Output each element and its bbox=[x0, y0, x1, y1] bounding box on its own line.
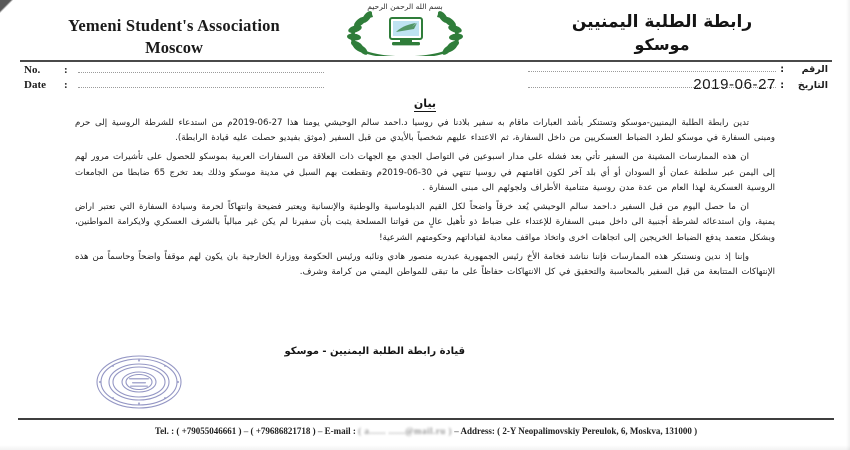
footer-address-label: Address: bbox=[460, 426, 495, 436]
footer-separator-2: – bbox=[317, 426, 323, 436]
letterhead-arabic-line1: رابطة الطلبة اليمنيين bbox=[571, 12, 753, 32]
field-no-arabic bbox=[528, 63, 828, 79]
letterhead-english-line2: Moscow bbox=[145, 38, 203, 57]
meta-fields-arabic bbox=[528, 63, 828, 95]
field-no-arabic-dotted-line bbox=[528, 63, 776, 72]
field-date bbox=[24, 79, 324, 94]
footer-divider bbox=[18, 418, 834, 420]
field-date-arabic bbox=[528, 79, 828, 95]
body-paragraph: ان ما حصل اليوم من قبل السفير د.احمد سالم الوحيشي يُعد خرقاً واضحاً لكل القيم الدبلوماسية والوطنية والإنسانية ويعتبر فضيحة وانتهاكاً لحرمة وسيادة السفارة التي تعتبر اراض يمنية، وان استدعائه لشرطة أجنبية الى داخل مبنى السفارة للإعتداء على ضباط ذو تأهيل عالٍ من قواتنا المسلحة يثبت بأن سفيرنا لم يكن غير مبالياً بالشرف العسكري ولايكرامة المواطنين، وبشكل متعمد يدفع الضباط الخريجين إلى اتجاهات اخرى واتخاذ مواقف معادية لقياداتهم وحكومتهم الشرعية! bbox=[75, 202, 775, 243]
field-date-arabic-label: التاريخ bbox=[797, 80, 828, 91]
footer-phone-2: ( +79686821718 ) bbox=[250, 426, 316, 436]
association-emblem bbox=[340, 2, 470, 56]
body-paragraph: ان هذه الممارسات المشينة من السفير تأتي بعد فشله على مدار اسبوعين في التواصل الجدي مع الجهات ذات العلاقة من السفارات العربية بموسكو للحصول على تأشيرات مرور لهم إلى اليمن عبر سلطنة عمان أو السودان أو أي بلد آخر لكون اقامتهم في روسيا تنتهي في 30-06-2019م وتقطعت بهم السبل في مدينة موسكو وذلك بعد تخرج 65 ضابطا من الجامعات الروسية العسكرية لهذا العام من عدة مدن روسية متنامية الأطراف ولجوئهم الى مبنى السفارة . bbox=[75, 152, 776, 194]
footer-tel-label: Tel. : bbox=[154, 426, 175, 436]
field-no-arabic-colon: : bbox=[780, 64, 784, 75]
footer-address-value: ( 2-Y Neopalimovskiy Pereulok, 6, Moskva, 131000 ) bbox=[497, 426, 698, 436]
field-date-label: Date bbox=[24, 79, 46, 91]
header-divider bbox=[20, 60, 832, 62]
footer-email-value: ( a...... ......@mail.ru ) bbox=[358, 426, 452, 436]
date-value: 2019-06-27 bbox=[693, 76, 776, 93]
body-paragraph: تدين رابطة الطلبة اليمنيين-موسكو وتستنكر بأشد العبارات ماقام به سفير بلادنا في روسيا د.احمد سالم الوحيشي يوم​نا هذا 27-06-2019م من استدعاء للشرطة الروسية إلى حرم ومبنى السفارة في موسكو لطرد الضباط العسكريين من داخل السفارة، ثم الاعتداء عليهم شخصياً بالأيدي من قبل السفير (موثق بفيديو حصلت عليه قيادة الرابطة). bbox=[75, 118, 775, 144]
meta-fields-english bbox=[24, 64, 324, 94]
footer-phone-1: ( +79055046661 ) bbox=[176, 426, 242, 436]
document-title-text: بيان bbox=[413, 97, 437, 110]
field-date-arabic-colon: : bbox=[780, 80, 784, 91]
letterhead-arabic-line2: موسكو bbox=[634, 35, 690, 54]
field-date-colon: : bbox=[64, 79, 68, 91]
field-no bbox=[24, 64, 324, 79]
footer-separator-3: – bbox=[454, 426, 459, 436]
letterhead-english-line1: Yemeni Student's Association bbox=[68, 16, 280, 35]
footer-email-label: E-mail : bbox=[324, 426, 356, 436]
letterhead-english bbox=[24, 16, 324, 58]
footer-separator-1: – bbox=[243, 426, 249, 436]
body-paragraph: وإننا إذ ندين ونستنكر هذه الممارسات فإننا نناشد فخامة الأخ رئيس الجمهورية عبدربه منصور هادي ونائبه ورئيس الحكومة ووزارة الخارجية بان يكون لهم موقفاً واضحاً وحاسماً من هذه الإنتهاكات المتتابعة من قبل السفير بالمحاسبة والتحقيق في كل الانتهاكات حفاظاً على ما تبقى للمواطن اليمني من كرامة وشرف. bbox=[75, 251, 775, 278]
field-no-label: No. bbox=[24, 64, 41, 76]
field-no-dotted-line bbox=[78, 64, 324, 73]
association-round-stamp bbox=[93, 355, 185, 410]
document-body bbox=[75, 116, 775, 284]
footer-contact bbox=[18, 426, 834, 436]
scan-edge-shadow-right bbox=[846, 0, 850, 450]
letterhead bbox=[0, 0, 850, 58]
laurel-wreath-computer-icon bbox=[340, 8, 470, 56]
scan-edge-shadow-bottom bbox=[0, 445, 850, 450]
signature-line: قيادة رابطة الطلبة اليمنيين - موسكو bbox=[284, 346, 465, 357]
document-title bbox=[0, 97, 850, 110]
field-no-arabic-label: الرقم bbox=[801, 64, 828, 75]
letterhead-arabic bbox=[502, 12, 822, 54]
basmala-text: بسم الله الرحمن الرحيم bbox=[367, 2, 443, 11]
field-no-colon: : bbox=[64, 64, 68, 76]
field-date-dotted-line bbox=[78, 79, 324, 88]
